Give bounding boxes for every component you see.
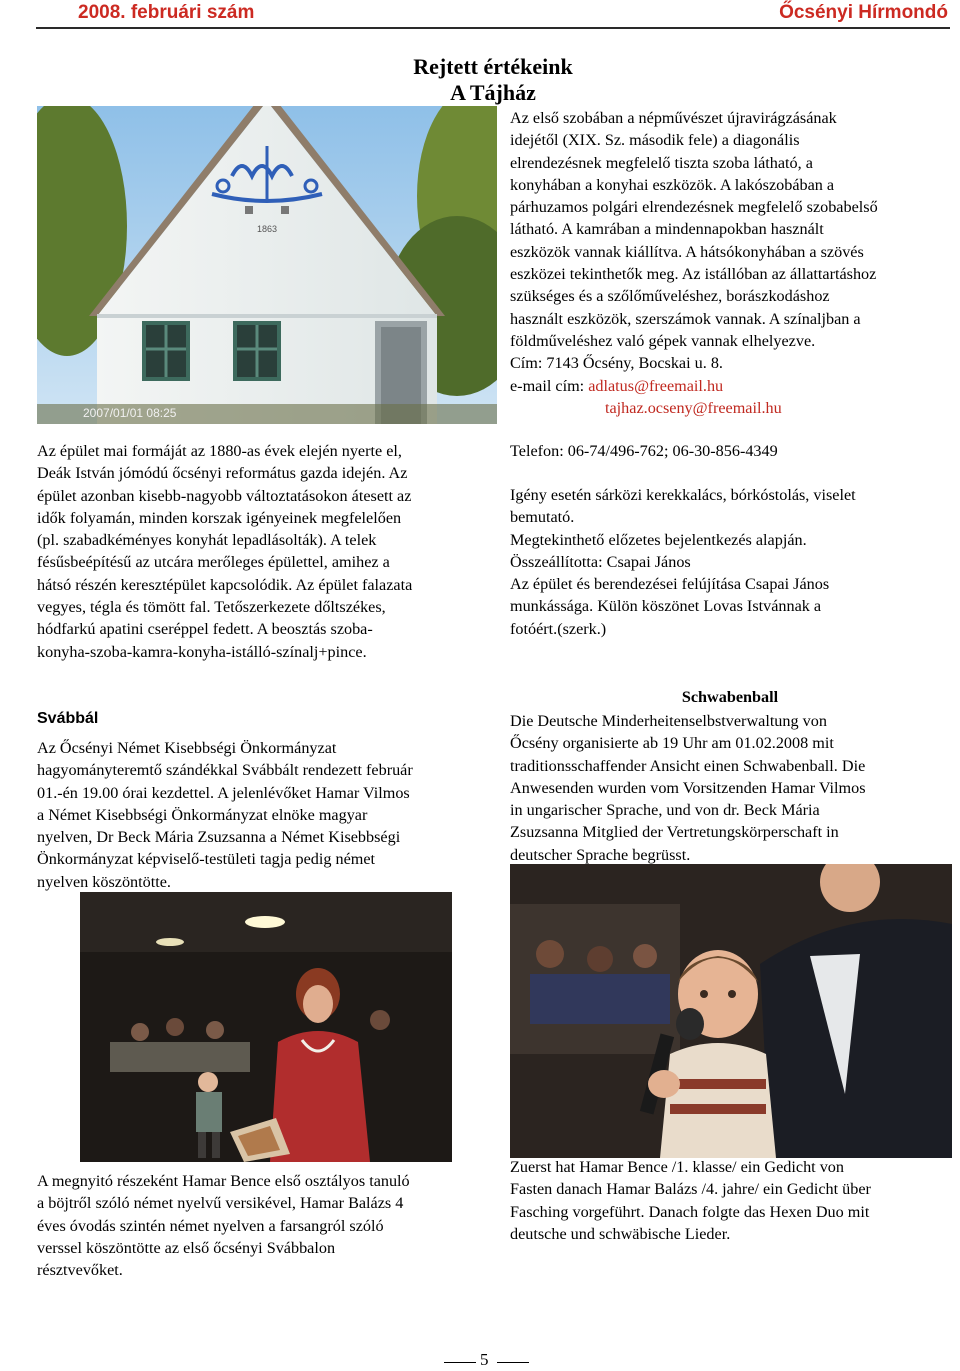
section-heading-schwabenball: Schwabenball — [681, 688, 779, 706]
child-reciting-photo — [510, 864, 952, 1158]
text-line: Megtekinthető előzetes bejelentkezés alapján. — [510, 530, 807, 549]
text-line: elrendezésnek megfelelő tiszta szoba látható, a — [510, 153, 813, 172]
article-title-line1: Rejtett értékeink — [413, 54, 573, 79]
address: Cím: 7143 Őcsény, Bocskai u. 8. — [510, 354, 723, 373]
text-line: fésűsbeépítésű az utcára merőleges épülettel, amihez a — [37, 553, 390, 572]
tajhaz-history — [37, 440, 492, 663]
author-credit: Összeállította: Csapai János — [510, 552, 691, 571]
text-line: Zsuzsanna Mitglied der Vertretungskörperschaft in — [510, 823, 839, 842]
email-link-tajhaz[interactable]: tajhaz.ocseny@freemail.hu — [605, 398, 782, 417]
child-reciting-photo-illustration — [510, 864, 952, 1158]
article-title — [380, 54, 606, 106]
text-line: Anwesenden wurden vom Vorsitzenden Hamar Vilmos — [510, 778, 866, 797]
text-line: használt eszközök, szerszámok vannak. A színaljban a — [510, 309, 861, 328]
text-line: Az épület mai formáját az 1880-as évek elején nyerte el, — [37, 442, 402, 460]
speaker-photo-illustration — [80, 892, 452, 1162]
text-line: nyelven köszöntötte. — [37, 872, 171, 891]
text-line: munkássága. Külön köszönet Lovas Istvánnak a — [510, 597, 822, 616]
text-line: eszközök vannak kiállítva. A hátsókonyhában a szövés — [510, 242, 864, 261]
text-line: Die Deutsche Minderheitenselbstverwaltung von — [510, 712, 827, 730]
phone-line: Telefon: 06-74/496-762; 06-30-856-4349 — [510, 442, 778, 460]
text-line: deutsche und schwäbische Lieder. — [510, 1224, 731, 1243]
text-line: konyha-szoba-kamra-konyha-istálló-színalj+pince. — [37, 642, 367, 661]
text-line: traditionsschaffender Ansicht einen Schwabenball. Die — [510, 756, 866, 775]
text-line: hódfarkú apatini cseréppel fedett. A beosztás szoba- — [37, 620, 373, 639]
text-line: nyelven, Dr Beck Mária Zsuzsanna a Német Kisebbségi — [37, 828, 401, 847]
article-title-line2: A Tájház — [450, 80, 536, 105]
text-line: résztvevőket. — [37, 1261, 123, 1280]
text-line: eszközei tekinthetők meg. Az istállóban az állattartáshoz — [510, 265, 877, 284]
tajhaz-extras — [510, 484, 950, 640]
email-link-adlatus[interactable]: adlatus@freemail.hu — [588, 376, 724, 395]
photo-plaque-text: 1863 — [256, 224, 278, 234]
photo-timestamp: 2007/01/01 08:25 — [83, 406, 177, 420]
opening-de-text — [510, 1156, 950, 1245]
text-line: Az Őcsényi Német Kisebbségi Önkormányzat — [37, 739, 337, 757]
text-line: bemutató. — [510, 508, 575, 527]
schwabenball-de-text — [510, 710, 950, 866]
text-line: földműveléshez való gépek vannak elhelyezve. — [510, 331, 816, 350]
text-line: Az épület és berendezései felújítása Csapai János — [510, 575, 830, 594]
email-label: e-mail cím: — [510, 376, 589, 395]
tajhaz-description — [510, 107, 950, 419]
text-line: 01.-én 19.00 órai kezdettel. A jelenlévőket Hamar Vilmos — [37, 783, 410, 802]
text-line: éves óvodás szintén német nyelven a farsangról szóló — [37, 1216, 384, 1235]
text-line: Deák István jómódú őcsényi református gazda idején. Az — [37, 464, 408, 483]
text-line: fotóért.(szerk.) — [510, 619, 607, 638]
text-line: Igény esetén sárközi kerekkalács, bórkóstolás, viselet — [510, 486, 856, 504]
footer-dash-right — [497, 1362, 529, 1363]
tajhaz-photo-illustration — [37, 106, 497, 424]
speaker-photo — [80, 892, 452, 1162]
text-line: a Német Kisebbségi Önkormányzat elnöke magyar — [37, 805, 368, 824]
issue-label: 2008. februári szám — [78, 2, 255, 23]
text-line: párhuzamos polgári elrendezésnek megfelelő szobabelső — [510, 198, 878, 217]
text-line: látható. A kamrában a mindennapokban használt — [510, 220, 824, 239]
text-line: verssel köszöntötte az első őcsényi Svábbalon — [37, 1238, 336, 1257]
page-number: 5 — [480, 1350, 489, 1369]
text-line: (pl. szabadkéményes konyhát lepadlásolták). A telek — [37, 531, 377, 550]
header-rule — [36, 27, 950, 29]
newspaper-title: Őcsényi Hírmondó — [779, 2, 948, 23]
text-line: idők folyamán, minden korszak igényeinek megfelelően — [37, 508, 402, 527]
text-line: A megnyitó részeként Hamar Bence első osztályos tanuló — [37, 1172, 410, 1190]
text-line: a böjtről szóló német nyelvű versikével, Hamar Balázs 4 — [37, 1194, 404, 1213]
text-line: épület azonban kisebb-nagyobb változtatásokon átesett az — [37, 486, 412, 505]
text-line: hátsó részén keresztépület kapcsolódik. Az épület falazata — [37, 575, 413, 594]
text-line: konyhában a konyhai eszközök. A lakószobában a — [510, 175, 835, 194]
text-line: szükséges és a szőlőműveléshez, borászkodáshoz — [510, 287, 830, 306]
text-line: Önkormányzat képviselő-testületi tagja pedig német — [37, 850, 376, 869]
svabbal-hu-text — [37, 737, 492, 893]
section-heading-svabbal: Svábbál — [37, 710, 99, 727]
email-line — [510, 375, 950, 397]
text-line: Zuerst hat Hamar Bence /1. klasse/ ein Gedicht von — [510, 1158, 844, 1176]
text-line: hagyományteremtő szándékkal Svábbált rendezett február — [37, 761, 413, 780]
text-line: deutscher Sprache begrüsst. — [510, 845, 691, 864]
footer-dash-left — [444, 1362, 476, 1363]
text-line: Az első szobában a népművészet újravirágzásának — [510, 109, 837, 127]
tajhaz-photo — [37, 106, 497, 424]
opening-hu-text — [37, 1170, 492, 1281]
text-line: Fasten danach Hamar Balázs /4. jahre/ ein Gedicht über — [510, 1180, 871, 1199]
text-line: Őcsény organisierte ab 19 Uhr am 01.02.2008 mit — [510, 734, 834, 753]
text-line: Fasching vorgeführt. Danach folgte das Hexen Duo mit — [510, 1202, 870, 1221]
text-line: idejétől (XIX. Sz. második fele) a diagonális — [510, 131, 800, 150]
text-line: vegyes, tégla és tömött fal. Tetőszerkezete dőltszékes, — [37, 598, 386, 617]
text-line: in ungarischer Sprache, und von dr. Beck Mária — [510, 801, 820, 820]
